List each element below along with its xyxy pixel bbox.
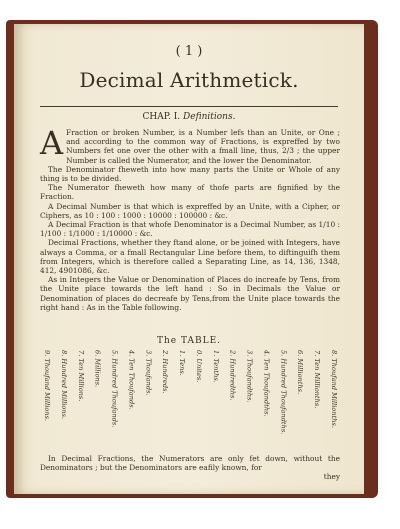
table-column: 7. Ten Millions.: [76, 350, 85, 402]
chapter-label: CHAP. I.: [142, 112, 181, 122]
table-column: 1. Tens.: [178, 350, 186, 376]
table-heading: The TABLE.: [156, 336, 222, 346]
table-column: 8. Thoufand Millionths.: [329, 350, 338, 428]
paragraph-1-text: Fraction or broken Number, is a Number lefs than an Unite, or One ; and according to the common way of Fractions, is expreffed by two Numbers fet one over the other with a fmall line, thus, 2/3 ; the upper Number is called the Numerator, and the lower the Denominator.: [66, 128, 340, 165]
place-value-table: [42, 350, 338, 442]
chapter-subtitle: Definitions.: [183, 112, 236, 122]
body-text: [40, 124, 340, 312]
table-column: 6. Millionths.: [296, 350, 305, 395]
page-title: Decimal Arithmetick.: [79, 68, 299, 92]
table-column: 4. Ten Thoufandths.: [262, 350, 271, 417]
table-column: 2. Hundreds.: [161, 350, 170, 394]
paragraph-3: The Numerator fheweth how many of thofe parts are fignified by the Fraction.: [40, 183, 340, 202]
book-page: [14, 24, 364, 494]
paragraph-7: As in Integers the Value or Denomination of Places do increafe by Tens, from the Unite place towards the left hand : So in Decimals the Value or Denomination of places do decreafe by Tens,from the Unite place towards the right hand : As in the Table following.: [40, 275, 340, 312]
paragraph-5: A Decimal Fraction is that whofe Denominator is a Decimal Number, as 1/10 : 1/100 : 1/1000 : 1/10000 : &c.: [40, 220, 340, 239]
footer-paragraph: [40, 454, 340, 482]
footer-text: In Decimal Fractions, the Numerators are only fet down, without the Denominators ; but the Denominators are eafily known, for: [40, 454, 340, 473]
table-column: 0. Unites.: [194, 350, 203, 383]
table-column: 4. Ten Thoufands.: [127, 350, 136, 410]
chapter-heading: [14, 112, 364, 122]
page-number: ( 1 ): [175, 44, 203, 59]
table-column: 6. Millions.: [93, 350, 102, 388]
table-column: 1. Tenths.: [211, 350, 220, 383]
title-rule: [40, 106, 338, 107]
table-column: 9. Thoufand Millions.: [43, 350, 51, 422]
paragraph-4: A Decimal Number is that which is expreffed by an Unite, with a Cipher, or Ciphers, as 10 : 100 : 1000 : 10000 : 100000 : &c.: [40, 201, 340, 220]
paragraph-6: Decimal Fractions, whether they ftand alone, or be joined with Integers, have always a Comma, or a fmall Rectangular Line before them, to diftinguifh them from Integers, which is therefore called a Separating Line, as 14, 136, 1348, 412, 4901086, &c.: [40, 238, 340, 276]
paragraph-1: [40, 124, 340, 165]
table-column: 2. Hundredths.: [228, 350, 237, 401]
drop-cap: A: [40, 124, 64, 162]
table-column: 8. Hundred Millions.: [59, 350, 68, 420]
table-column: 5. Hundred Thoufands.: [110, 350, 119, 428]
table-column: 3. Thoufands.: [144, 350, 153, 396]
table-column: 3. Thoufandths.: [245, 350, 254, 403]
table-column: 7. Ten Millionths.: [313, 350, 321, 409]
catchword: they: [323, 472, 340, 482]
paragraph-2: The Denominator fheweth into how many parts the Unite or Whole of any thing is to be divided.: [40, 164, 340, 184]
table-column: 5. Hundred Thoufandths.: [279, 350, 288, 435]
